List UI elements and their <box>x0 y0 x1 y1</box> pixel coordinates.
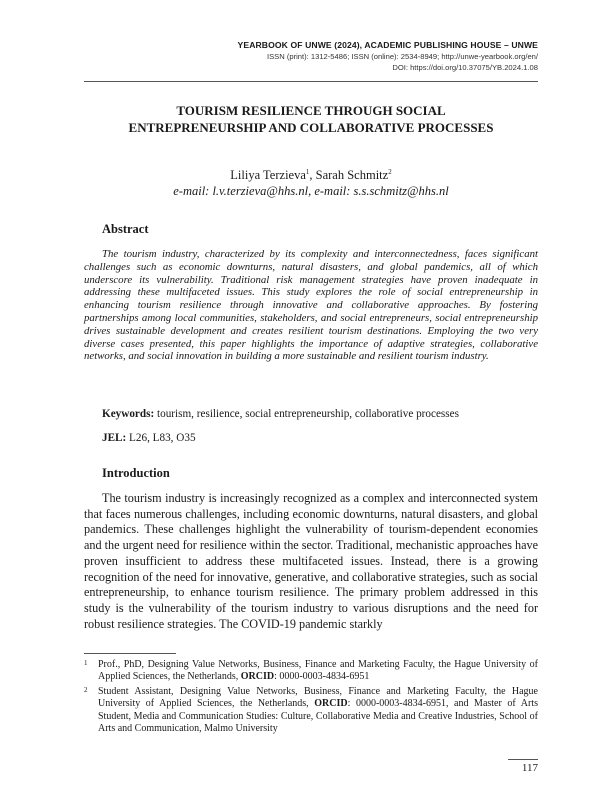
author-names <box>84 164 538 183</box>
jel-line <box>102 432 538 444</box>
footnote-2-orcid: : 0000-0003-4834-6951, and Master of Arts Student, Media and Communication Studies: Culture, Collaborative Media and Creative Industries, School of Arts and Communication, Malmo University <box>98 698 538 735</box>
footnote-2 <box>84 686 538 736</box>
page-number: 117 <box>521 762 538 774</box>
footnote-2-orcid-label: ORCID <box>314 698 348 710</box>
footnote-1 <box>84 659 538 684</box>
footnote-1-number: 1 <box>84 659 88 667</box>
issn-line: ISSN (print): 1312-5486; ISSN (online): 2534-8949; http://unwe-yearbook.org/en/ <box>267 52 538 61</box>
paper-title <box>84 102 538 136</box>
author-2-footnote-mark: 2 <box>388 168 392 176</box>
jel-value: L26, L83, O35 <box>126 432 196 444</box>
introduction-heading: Introduction <box>102 466 170 480</box>
author-1-footnote-mark: 1 <box>305 168 310 176</box>
header-divider <box>84 81 538 82</box>
footnote-2-number: 2 <box>84 686 88 694</box>
keywords-label: Keywords: <box>102 408 155 420</box>
author-2: Sarah Schmitz <box>315 168 389 183</box>
journal-title: YEARBOOK OF UNWE (2024), ACADEMIC PUBLISHING HOUSE – UNWE <box>237 40 538 50</box>
footnote-1-orcid-label: ORCID <box>240 671 275 683</box>
footnote-1-text: Prof., PhD, Designing Value Networks, Business, Finance and Marketing Faculty, the Hague University of Applied Sciences, the Netherlands, <box>98 659 538 683</box>
footnote-1-orcid: : 0000-0003-4834-6951 <box>274 671 370 683</box>
doi-line: DOI: https://doi.org/10.37075/YB.2024.1.08 <box>392 63 538 72</box>
keywords-value: tourism, resilience, social entrepreneurship, collaborative processes <box>154 408 459 420</box>
page-number-rule <box>508 759 538 760</box>
author-1: Liliya Terzieva <box>230 168 306 183</box>
abstract-text: The tourism industry, characterized by its complexity and interconnectedness, faces significant challenges such as economic downturns, natural disasters, and global pandemics, all of which underscore its vulnerability. Traditional risk management strategies have proven inadequate in addressing these multifaceted issues. This study explores the role of social entrepreneurship in enhancing tourism resilience through innovative and collaborative approaches. By fostering partnerships among local communities, stakeholders, and social entrepreneurs, social entrepreneurship drives sustainable development and creates resilient tourism destinations. Employing the two very diverse cases presented, this paper highlights the importance of adaptive strategies, collaborative networks, and social innovation in building a more sustainable and resilient tourism industry. <box>84 248 538 363</box>
jel-label: JEL: <box>102 432 127 444</box>
footnote-divider <box>84 653 176 654</box>
author-emails: e-mail: l.v.terzieva@hhs.nl, e-mail: s.s.schmitz@hhs.nl <box>173 184 449 199</box>
abstract-heading: Abstract <box>102 222 149 236</box>
running-header <box>238 40 538 73</box>
author-block <box>84 164 538 199</box>
keywords-line <box>102 408 538 420</box>
author-separator: , <box>309 168 316 183</box>
title-line-1: TOURISM RESILIENCE THROUGH SOCIAL <box>176 103 446 118</box>
title-line-2: ENTREPRENEURSHIP AND COLLABORATIVE PROCESSES <box>128 120 494 135</box>
introduction-text: The tourism industry is increasingly recognized as a complex and interconnected system that faces numerous challenges, including economic downturns, natural disasters, and global pandemics. These challenges highlight the vulnerability of tourism-dependent economies and the urgent need for resilience within the sector. Traditional, mechanistic approaches have proven insufficient to address these multifaceted issues. Instead, there is a growing recognition of the need for innovative, generative, and collaborative strategies, such as social entrepreneurship, to enhance tourism resilience. The primary problem addressed in this study is the vulnerability of the tourism industry to various disruptions and the need for robust resilience strategies. The COVID-19 pandemic starkly <box>84 491 538 631</box>
footnote-2-text: Student Assistant, Designing Value Networks, Business, Finance and Marketing Faculty, the Hague University of Applied Sciences, the Netherlands, <box>98 686 538 710</box>
